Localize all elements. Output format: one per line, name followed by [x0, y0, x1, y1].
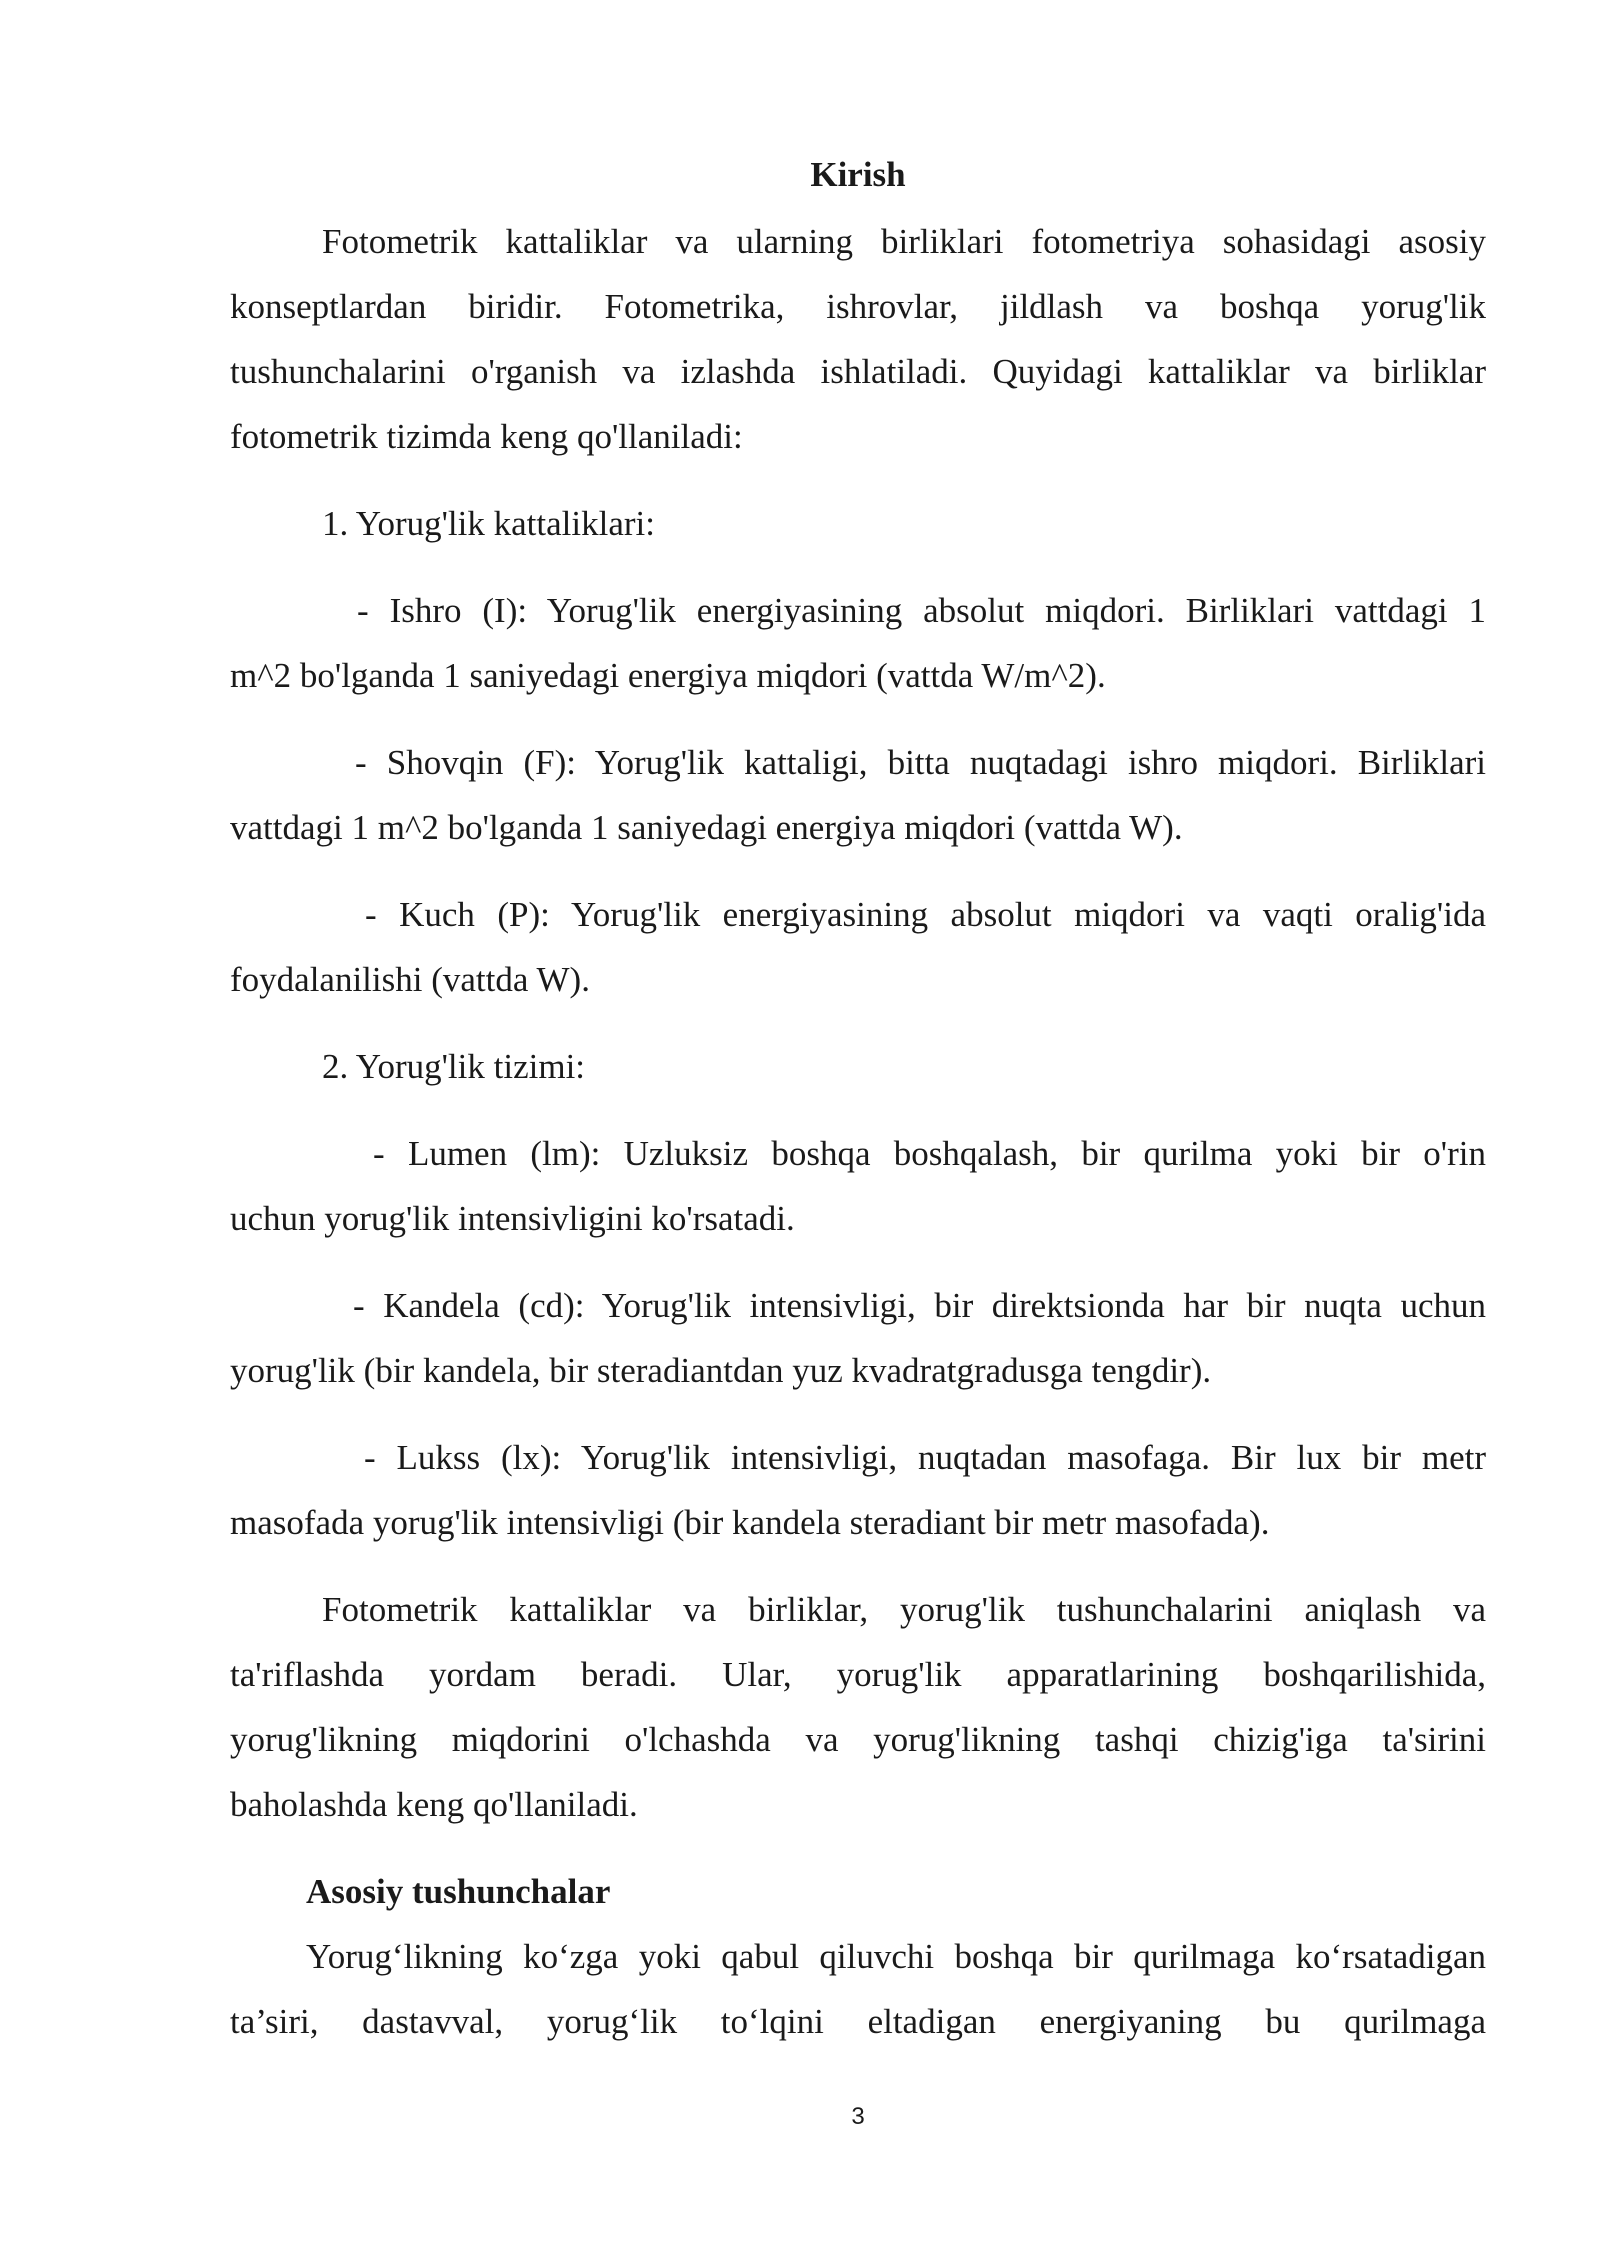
section-subheading: Asosiy tushunchalar [306, 1872, 611, 1911]
intro-line: fotometrik tizimda keng qo'llaniladi: [230, 417, 743, 456]
section-heading-2: 2. Yorug'lik tizimi: [322, 1047, 586, 1086]
list-item-line: uchun yorug'lik intensivligini ko'rsatadi. [230, 1199, 795, 1238]
list-item-line: - Kandela (cd): Yorug'lik intensivligi, bir direktsionda har bir nuqta uchun [353, 1286, 1486, 1325]
list-item-line: vattdagi 1 m^2 bo'lganda 1 saniyedagi energiya miqdori (vattda W). [230, 808, 1183, 847]
list-item-line: - Shovqin (F): Yorug'lik kattaligi, bitta nuqtadagi ishro miqdori. Birliklari [355, 743, 1486, 782]
conclusion-line: yorug'likning miqdorini o'lchashda va yorug'likning tashqi chizig'iga ta'sirini [230, 1720, 1486, 1759]
final-line: Yorug‘likning ko‘zga yoki qabul qiluvchi boshqa bir qurilmaga ko‘rsatadigan [306, 1937, 1486, 1976]
conclusion-line: baholashda keng qo'llaniladi. [230, 1785, 638, 1824]
list-item-line: - Ishro (I): Yorug'lik energiyasining absolut miqdori. Birliklari vattdagi 1 [357, 591, 1486, 630]
conclusion-line: ta'riflashda yordam beradi. Ular, yorug'lik apparatlarining boshqarilishida, [230, 1655, 1486, 1694]
list-item-line: foydalanilishi (vattda W). [230, 960, 590, 999]
list-item-line: yorug'lik (bir kandela, bir steradiantdan yuz kvadratgradusga tengdir). [230, 1351, 1212, 1390]
page-title: Kirish [810, 155, 906, 194]
conclusion-line: Fotometrik kattaliklar va birliklar, yorug'lik tushunchalarini aniqlash va [322, 1590, 1486, 1629]
list-item-line: m^2 bo'lganda 1 saniyedagi energiya miqdori (vattda W/m^2). [230, 656, 1106, 695]
list-item-line: - Lukss (lx): Yorug'lik intensivligi, nuqtadan masofaga. Bir lux bir metr [364, 1438, 1486, 1477]
final-line: ta’siri, dastavval, yorug‘lik to‘lqini eltadigan energiyaning bu qurilmaga [230, 2002, 1486, 2041]
section-heading-1: 1. Yorug'lik kattaliklari: [322, 504, 655, 543]
intro-line: tushunchalarini o'rganish va izlashda ishlatiladi. Quyidagi kattaliklar va birliklar [230, 352, 1486, 391]
page-number: 3 [851, 2103, 865, 2130]
intro-line: Fotometrik kattaliklar va ularning birliklari fotometriya sohasidagi asosiy [322, 222, 1486, 261]
list-item-line: - Lumen (lm): Uzluksiz boshqa boshqalash, bir qurilma yoki bir o'rin [373, 1134, 1486, 1173]
intro-line: konseptlardan biridir. Fotometrika, ishrovlar, jildlash va boshqa yorug'lik [230, 287, 1486, 326]
list-item-line: - Kuch (P): Yorug'lik energiyasining absolut miqdori va vaqti oralig'ida [365, 895, 1486, 934]
list-item-line: masofada yorug'lik intensivligi (bir kandela steradiant bir metr masofada). [230, 1503, 1270, 1542]
